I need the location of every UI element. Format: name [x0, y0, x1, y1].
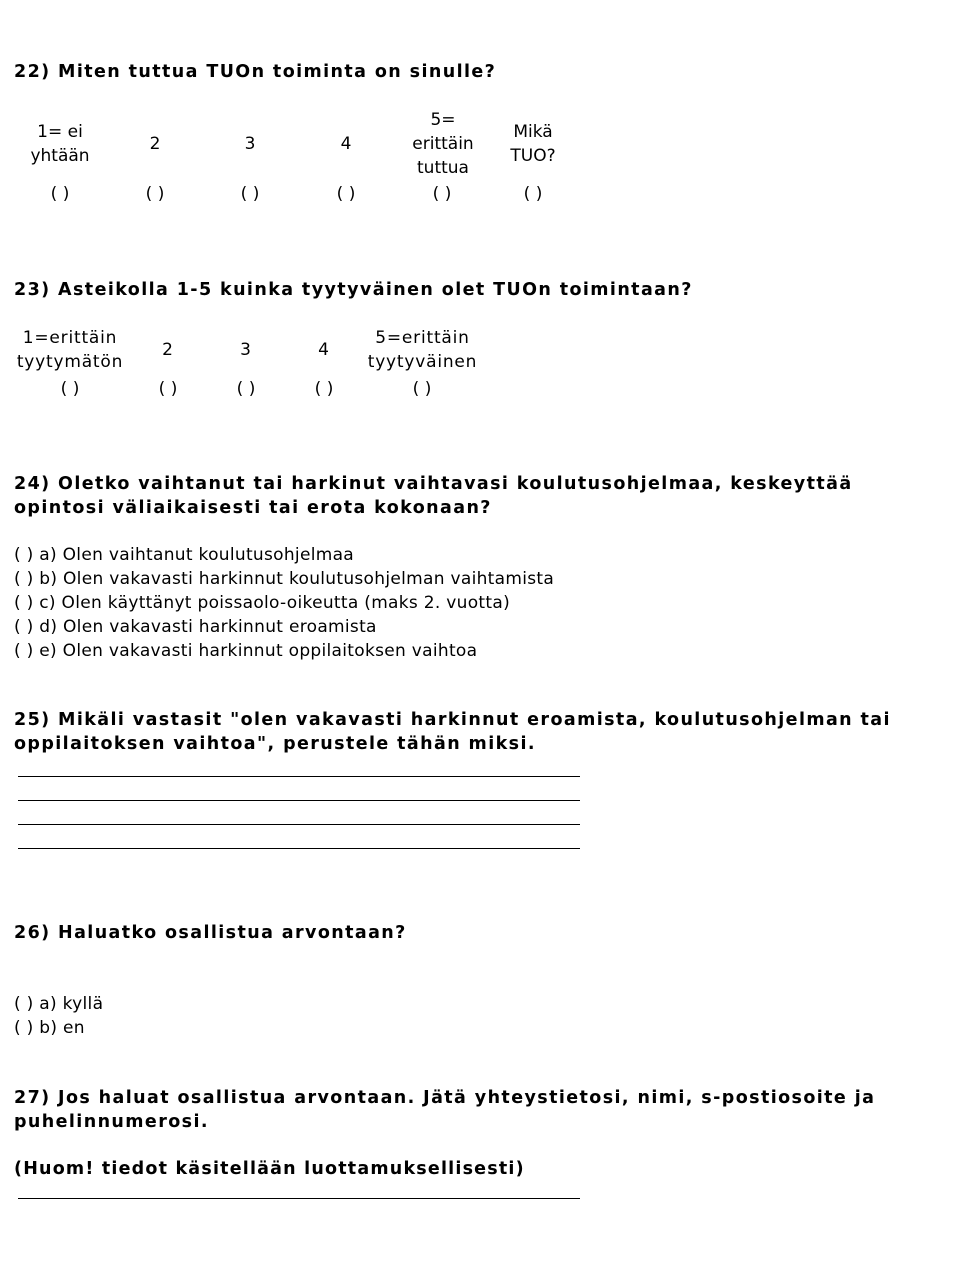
- q22-title: 22) Miten tuttua TUOn toiminta on sinulle?: [14, 62, 497, 82]
- q22-choice-1[interactable]: ( ): [50, 184, 70, 204]
- q22-header-2: 2: [149, 134, 161, 154]
- q23-choice-3[interactable]: ( ): [236, 379, 256, 399]
- q22-choice-6[interactable]: ( ): [523, 184, 543, 204]
- q23-header-3: 3: [240, 340, 251, 360]
- q22-choice-5[interactable]: ( ): [432, 184, 452, 204]
- q22-header-3: 3: [244, 134, 256, 154]
- q23-header-1: 1=erittäin tyytymätön: [16, 328, 124, 372]
- q23-choice-2[interactable]: ( ): [158, 379, 178, 399]
- q26-option-a[interactable]: ( ) a) kyllä: [14, 994, 104, 1014]
- q27-answer-line[interactable]: [18, 1198, 580, 1199]
- q23-header-5: 5=erittäin tyytyväinen: [367, 328, 478, 372]
- q24-option-e[interactable]: ( ) e) Olen vakavasti harkinnut oppilaitoksen vaihtoa: [14, 641, 478, 661]
- q22-header-5: 5= erittäin tuttua: [412, 110, 474, 178]
- q25-answer-line-4[interactable]: [18, 848, 580, 849]
- q27-title: 27) Jos haluat osallistua arvontaan. Jätä yhteystietosi, nimi, s-postiosoite ja puhelinnumerosi.: [14, 1088, 876, 1132]
- q24-option-b[interactable]: ( ) b) Olen vakavasti harkinnut koulutusohjelman vaihtamista: [14, 569, 555, 589]
- q24-title: 24) Oletko vaihtanut tai harkinut vaihtavasi koulutusohjelmaa, keskeyttää opintosi väliaikaisesti tai erota kokonaan?: [14, 474, 853, 518]
- q25-answer-line-3[interactable]: [18, 824, 580, 825]
- q22-choice-4[interactable]: ( ): [336, 184, 356, 204]
- q23-header-2: 2: [162, 340, 173, 360]
- q24-option-d[interactable]: ( ) d) Olen vakavasti harkinnut eroamista: [14, 617, 377, 637]
- q22-header-4: 4: [340, 134, 352, 154]
- q23-choice-4[interactable]: ( ): [314, 379, 334, 399]
- q24-option-a[interactable]: ( ) a) Olen vaihtanut koulutusohjelmaa: [14, 545, 355, 565]
- q22-header-6: Mikä TUO?: [510, 122, 556, 166]
- q22-header-1: 1= ei yhtään: [30, 122, 90, 166]
- q26-title: 26) Haluatko osallistua arvontaan?: [14, 923, 407, 943]
- q25-answer-line-1[interactable]: [18, 776, 580, 777]
- q23-header-4: 4: [318, 340, 329, 360]
- q22-choice-3[interactable]: ( ): [240, 184, 260, 204]
- q24-option-c[interactable]: ( ) c) Olen käyttänyt poissaolo-oikeutta (maks 2. vuotta): [14, 593, 511, 613]
- q23-choice-5[interactable]: ( ): [412, 379, 432, 399]
- q23-title: 23) Asteikolla 1-5 kuinka tyytyväinen olet TUOn toimintaan?: [14, 280, 693, 300]
- q25-title: 25) Mikäli vastasit "olen vakavasti harkinnut eroamista, koulutusohjelman tai oppilaitoksen vaihtoa", perustele tähän miksi.: [14, 710, 891, 754]
- q27-note: (Huom! tiedot käsitellään luottamuksellisesti): [14, 1159, 525, 1179]
- q26-option-b[interactable]: ( ) b) en: [14, 1018, 85, 1038]
- q25-answer-line-2[interactable]: [18, 800, 580, 801]
- q23-choice-1[interactable]: ( ): [60, 379, 80, 399]
- q22-choice-2[interactable]: ( ): [145, 184, 165, 204]
